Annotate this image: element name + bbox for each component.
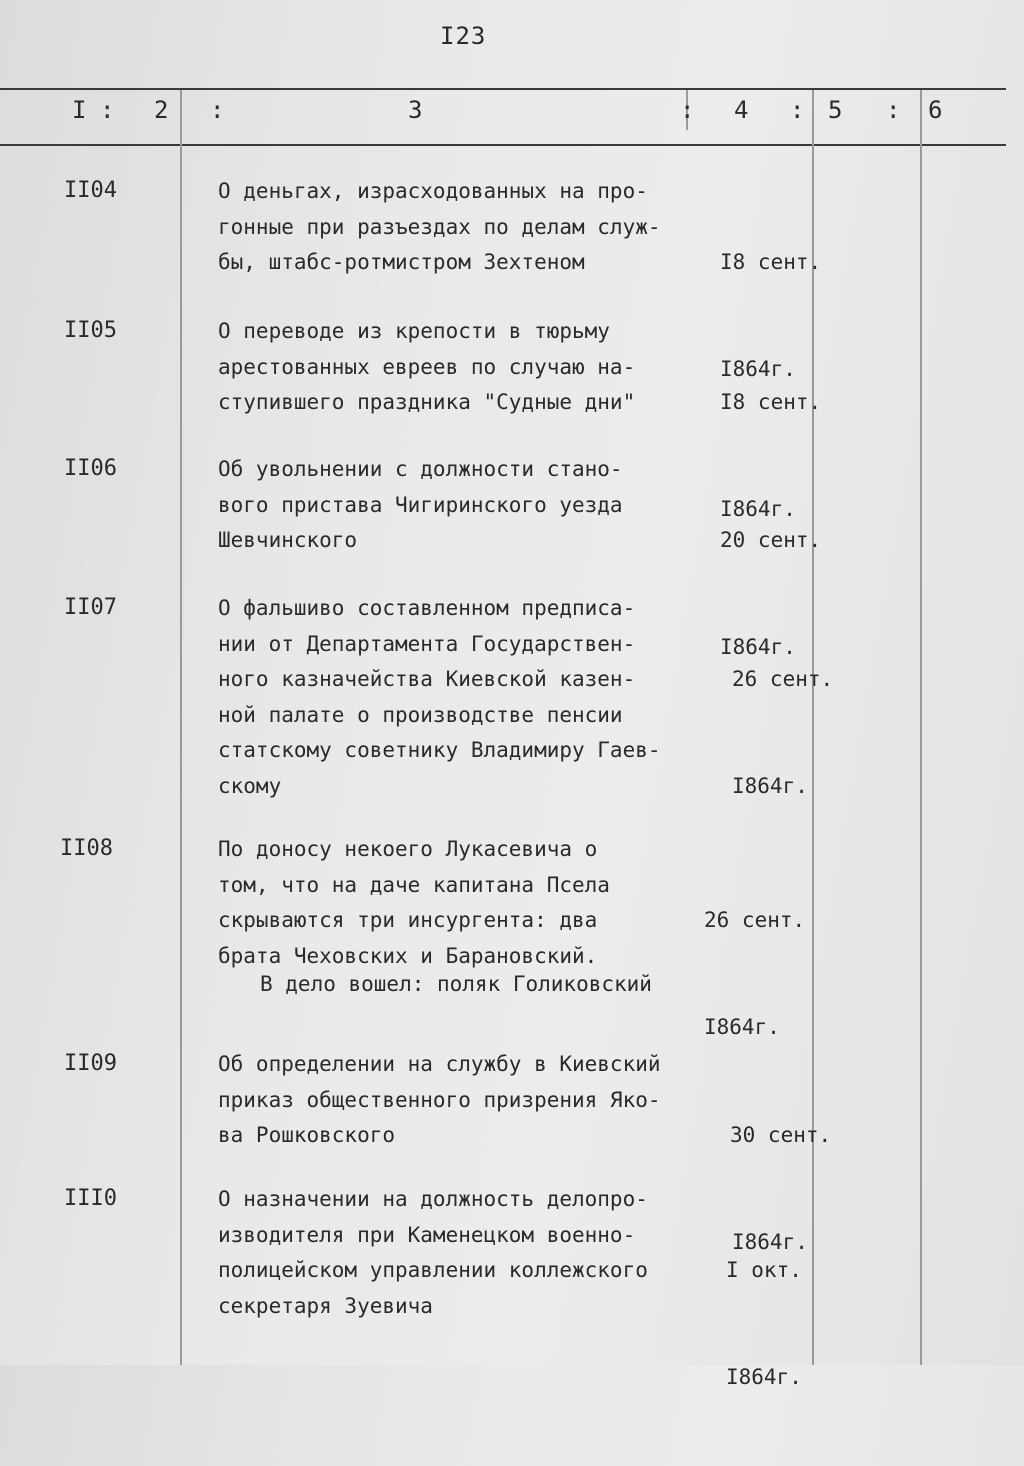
date-day: I окт. (726, 1258, 802, 1282)
date-year: I864г. (732, 1229, 808, 1254)
entry-number: III0 (64, 1186, 117, 1211)
column-separator: : (680, 96, 695, 124)
title-line: О фальшиво составленном предписа- (218, 596, 636, 620)
title-line: О переводе из крепости в тюрьму (218, 319, 610, 343)
column-separator: : (210, 96, 225, 124)
entry-title (218, 452, 718, 559)
title-line: По доносу некоего Лукасевича о (218, 837, 598, 861)
date-year: I864г. (720, 356, 796, 381)
date-year: I864г. (704, 1014, 780, 1039)
title-line: ступившего праздника "Судные дни" (218, 390, 636, 414)
title-line: О назначении на должность делопро- (218, 1187, 648, 1211)
title-line: Шевчинского (218, 528, 358, 552)
entry-title (218, 1182, 718, 1324)
entry-title (218, 174, 718, 281)
date-day: 26 сент. (732, 667, 834, 691)
entry-number: II04 (64, 178, 117, 203)
date-day: I8 сент. (720, 250, 822, 274)
date-day: I8 сент. (720, 390, 822, 414)
column-number-6: 6 (928, 96, 943, 124)
date-year: I864г. (720, 496, 796, 521)
title-line: секретаря Зуевича (218, 1293, 433, 1318)
page-number: I23 (440, 22, 487, 50)
title-line: полицейском управлении коллежского (218, 1258, 648, 1282)
entry-title (218, 832, 718, 974)
column-separator: : (886, 96, 901, 124)
title-line: бы, штабс-ротмистром Зехтеном (218, 250, 585, 274)
title-line: изводителя при Каменецком военно- (218, 1222, 636, 1247)
title-line: приказ общественного призрения Яко- (218, 1087, 661, 1112)
date-year: I864г. (720, 634, 796, 659)
header-top-rule (0, 88, 1006, 90)
column-number-2: 2 (154, 96, 169, 124)
column-number-1: I (72, 96, 87, 124)
title-line: гонные при разъездах по делам служ- (218, 214, 661, 239)
entry-number: II09 (64, 1051, 117, 1076)
entry-number: II08 (60, 836, 113, 861)
entry-number: II05 (64, 318, 117, 343)
header-bottom-rule (0, 144, 1006, 146)
title-line: брата Чеховских и Барановский. (218, 943, 598, 968)
title-line: ного казначейства Киевской казен- (218, 667, 636, 691)
entry-title (218, 314, 718, 421)
date-day: 30 сент. (730, 1123, 832, 1147)
title-line: ва Рошковского (218, 1123, 396, 1147)
date-day: 26 сент. (704, 908, 806, 932)
entry-title (218, 1047, 738, 1154)
title-line: О деньгах, израсходованных на про- (218, 179, 648, 203)
title-line: Об определении на службу в Киевский (218, 1052, 661, 1076)
title-line: Об увольнении с должности стано- (218, 457, 623, 481)
title-line: скрываются три инсургента: два (218, 908, 598, 932)
date-day: 20 сент. (720, 528, 822, 552)
title-line: статскому советнику Владимиру Гаев- (218, 738, 661, 762)
column-number-3: 3 (408, 96, 423, 124)
title-line: вого пристава Чигиринского уезда (218, 492, 623, 517)
title-line: нии от Департамента Государствен- (218, 631, 636, 656)
entry-date (726, 1182, 802, 1466)
title-line: том, что на даче капитана Псела (218, 872, 610, 897)
column-number-5: 5 (828, 96, 843, 124)
column-divider-1 (180, 90, 182, 1365)
column-separator: : (790, 96, 805, 124)
entry-note: В дело вошел: поляк Голиковский (260, 972, 652, 996)
entry-number: II06 (64, 456, 117, 481)
column-separator: : (100, 96, 115, 124)
title-line: скому (218, 773, 282, 798)
column-number-4: 4 (734, 96, 749, 124)
title-line: ной палате о производстве пенсии (218, 702, 623, 727)
date-year: I864г. (732, 773, 808, 798)
column-divider-4 (920, 90, 922, 1365)
date-year: I864г. (726, 1364, 802, 1389)
entry-number: II07 (64, 595, 117, 620)
entry-title (218, 591, 718, 804)
title-line: арестованных евреев по случаю на- (218, 354, 636, 379)
